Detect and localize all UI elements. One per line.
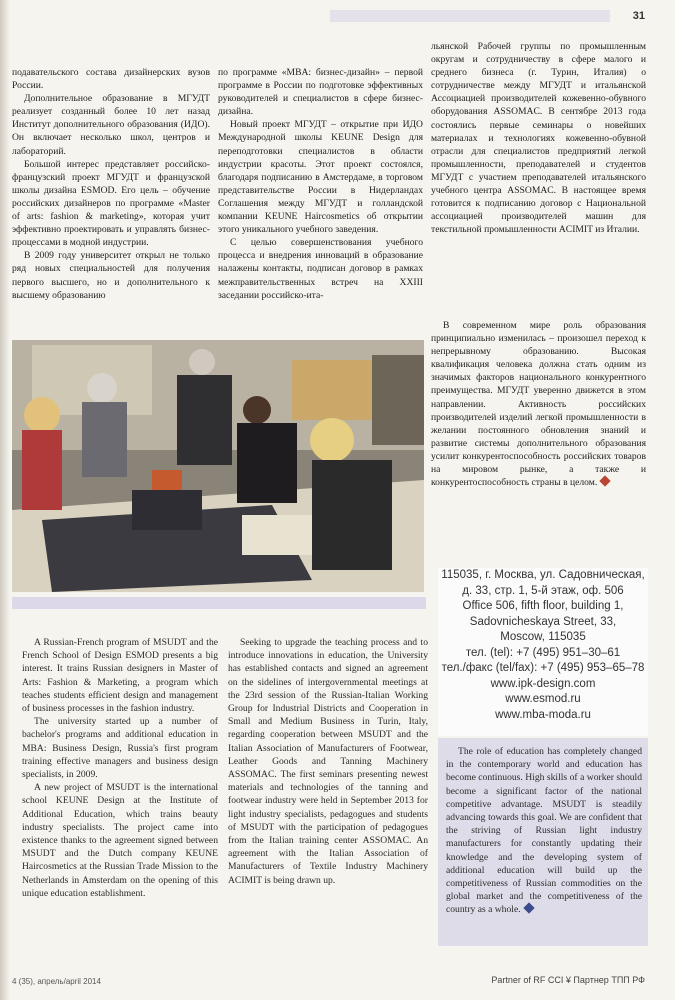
russian-column-3 — [431, 40, 646, 236]
russian-column-3-continued — [431, 319, 646, 489]
paragraph-text: The role of education has completely changed in the contemporary world and education has become continuous. High skills of a worker should become a significant factor of the national competitive advantage. MSUDT is steadily advancing towards this goal. We are confident that the striving of Russian light industry manufacturers for constantly updating their knowledge and the developing system of additional education will build up the competitiveness of Russian commodities on the global market and the competitiveness of the country as a whole. — [446, 746, 642, 916]
end-mark-icon — [523, 903, 534, 914]
address-line: Moscow, 115035 — [500, 631, 586, 643]
russian-column-2 — [218, 66, 423, 302]
workshop-photo — [12, 340, 424, 592]
paragraph: Seeking to upgrade the teaching process and to introduce innovations in education, the University has established contacts and signed an agreement on the sidelines of intergovernmental meetings at the 23rd session of the Russian-Italian Working Group for Industrial Districts and Cooperation in Small and Medium Business in Turin, Italy, regarding cooperation between MSUDT and the Italian Association of Manufacturers of Footwear, Leather Goods and Tanning Machinery ASSOMAC. The first seminars presenting newest materials and technologies of the tanning and footwear industry were held in September 2013 for light industry specialists, pedagogues and students of MSUDT with the participation of pedagogues from the Italian training center ASSOMAC. An agreement with the Italian Association of Manufacturers of Textile Industry Machinery ACIMIT is being drawn up. — [228, 637, 428, 886]
paragraph: льянской Рабочей группы по промышленным округам и сотрудничеству в сфере малого и среднего бизнеса (г. Турин, Италия) о сотрудничестве между МГУДТ и итальянской Ассоциацией производителей кожевенно-обувного оборудования ASSOMAC. В сентябре 2013 года состоялись первые семинары о новейших материалах и технологиях кожевенно-обувной отрасли для специалистов предприятий легкой промышленности, преподавателей и студентов МГУДТ с участием преподавателей итальянского учебного центра ASSOMAC. В настоящее время готовится к подписанию договор с Национальной ассоциацией производителей машин для текстильной промышленности ACIMIT из Италии. — [431, 41, 646, 236]
paragraph: Новый проект МГУДТ – открытие при ИДО Международной школы KEUNE Design для переподготовки специалистов в области индустрии красоты. Этот проект состоялся, благодаря подписанию в Амстердаме, в торговом представительстве России в Нидерландах Соглашения между МГУДТ и голландской компании KEUNE Haircosmetics об открытии этого уникального учебного заведения. — [218, 119, 423, 236]
closing-paragraph — [431, 319, 646, 489]
contact-info-box — [438, 568, 648, 736]
english-column-2 — [228, 636, 428, 887]
website-link[interactable]: www.esmod.ru — [505, 693, 581, 705]
partner-line: Partner of RF CCI ¥ Партнер ТПП РФ — [491, 975, 645, 985]
phone-line: тел. (tel): +7 (495) 951–30–61 — [465, 646, 621, 659]
fax-line: тел./факс (tel/fax): +7 (495) 953–65–78 — [441, 662, 645, 674]
paragraph: A Russian-French program of MSUDT and the French School of Design ESMOD presents a big interest. It trains Russian designers in Master of Arts: Fashion & Marketing, a program which teaches students efficient design and management of business processes in the fashion industry. — [22, 637, 218, 715]
paragraph: подавательского состава дизайнерских вузов России. — [12, 67, 210, 92]
issue-date: 4 (35), апрель/april 2014 — [12, 977, 101, 986]
paragraph: The university started up a number of bachelor's programs and additional education in MBA: Business Design, Russia's first program training effective managers and business design specialists, in 2009. — [22, 716, 218, 781]
website-link[interactable]: www.mba-moda.ru — [495, 708, 591, 721]
page-number: 31 — [632, 10, 645, 22]
header-strip — [330, 10, 610, 22]
paragraph: Большой интерес представляет российско-французский проект МГУДТ и французской школы дизайна ESMOD. Его цель – обучение российских дизайнеров по программе «Master of arts: fashion & marketing», которая учит эффективно проектировать и управлять бизнес-процессами в модной индустрии. — [12, 158, 210, 249]
paragraph: С целью совершенствования учебного процесса и внедрения инноваций в образование налажены контакты, подписан договор в рамках межправительственных встреч на XXIII заседании российско-ита- — [218, 237, 423, 301]
address-line: 115035, г. Москва, ул. Садовническая, — [441, 569, 645, 581]
closing-paragraph — [446, 745, 642, 917]
address-line: Sadovnicheskaya Street, 33, — [469, 615, 617, 628]
website-link[interactable]: www.ipk-design.com — [490, 677, 596, 690]
english-column-1 — [22, 636, 218, 900]
end-mark-icon — [600, 475, 611, 486]
address-line: д. 33, стр. 1, 5-й этаж, оф. 506 — [462, 584, 624, 597]
russian-column-1 — [12, 66, 210, 302]
page-spine-shadow — [0, 0, 10, 1000]
paragraph: по программе «MBA: бизнес-дизайн» – первой программе в России по подготовке эффективных руководителей и специалистов в сфере бизнес-дизайна. — [218, 67, 423, 118]
divider-band — [12, 597, 426, 609]
paragraph: A new project of MSUDT is the international school KEUNE Design at the Institute of Additional Education, which trains beauty industry specialists. The project came into existence thanks to the agreement signed between MSUDT and the Dutch company KEUNE Haircosmetics at the Russian Trade Mission to the Netherlands in Amsterdam on the opening of this unique education establishment. — [22, 782, 218, 899]
english-column-3 — [446, 745, 642, 917]
paragraph: В 2009 году университет открыл не только ряд новых специальностей для получения первого высшего, но и дополнительного к высшему образованию — [12, 250, 210, 301]
paragraph-text: В современном мире роль образования принципиально изменилась – произошел переход к непрерывному образованию. Высокая квалификация человека должна стать одним из значимых факторов национального конкурентного преимущества. МГУДТ уверенно движется в этом направлении. Активность российских производителей изделий легкой промышленности в желании постоянного обновления знаний и развитие системы дополнительного образования усилит конкурентоспособность российских товаров на мировом рынке, а также и конкурентоспособность страны в целом. — [431, 320, 646, 489]
paragraph: Дополнительное образование в МГУДТ реализует созданный более 10 лет назад Институт дополнительного образования (ИДО). Он включает несколько школ, центров и лабораторий. — [12, 93, 210, 157]
address-line: Office 506, fifth floor, building 1, — [462, 600, 624, 612]
